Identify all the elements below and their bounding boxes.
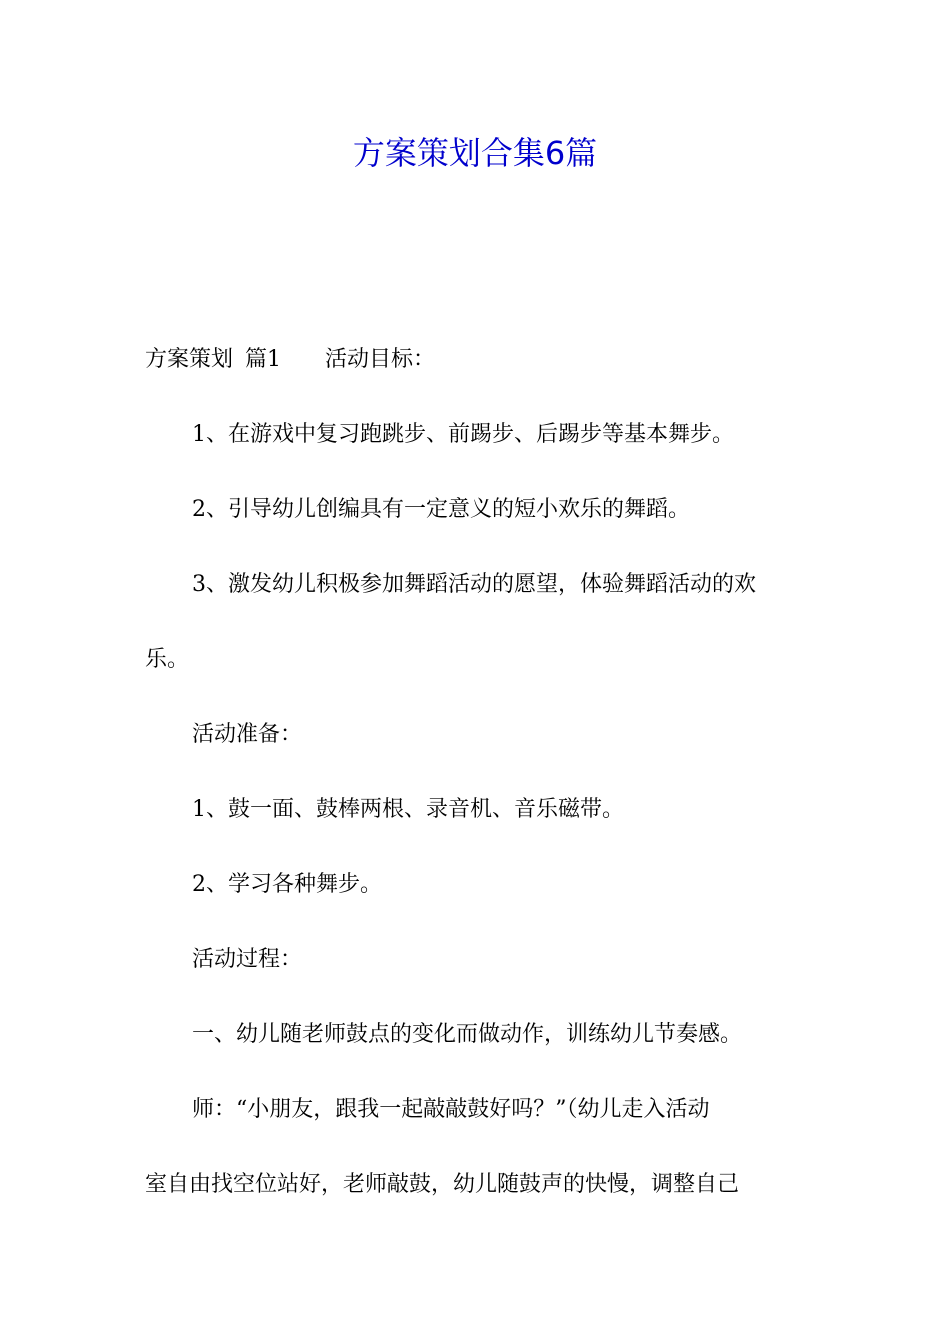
objectives-heading: 活动目标：: [325, 347, 436, 372]
document-title: 方案策划合集6篇: [352, 134, 598, 172]
objective-3-line-2: 乐。: [145, 647, 190, 672]
section-heading-line: [145, 340, 810, 380]
preparation-2: 2、学习各种舞步。: [192, 872, 382, 897]
preparation-1: 1、鼓一面、鼓棒两根、录音机、音乐磁带。: [192, 797, 624, 822]
process-2-line-2: 室自由找空位站好，老师敲鼓，幼儿随鼓声的快慢，调整自己: [145, 1172, 740, 1197]
process-2-line-1: 师：“小朋友，跟我一起敲敲鼓好吗？”（幼儿走入活动: [192, 1097, 710, 1122]
process-heading: 活动过程：: [192, 947, 303, 972]
preparation-heading: 活动准备：: [192, 722, 303, 747]
section-number: 篇1: [245, 347, 282, 372]
process-1: 一、幼儿随老师鼓点的变化而做动作，训练幼儿节奏感。: [192, 1022, 743, 1047]
objective-3-line-1: 3、激发幼儿积极参加舞蹈活动的愿望，体验舞蹈活动的欢: [192, 572, 756, 597]
objective-1: 1、在游戏中复习跑跳步、前踢步、后踢步等基本舞步。: [192, 422, 734, 447]
objective-2: 2、引导幼儿创编具有一定意义的短小欢乐的舞蹈。: [192, 497, 690, 522]
section-label: 方案策划: [145, 347, 234, 372]
